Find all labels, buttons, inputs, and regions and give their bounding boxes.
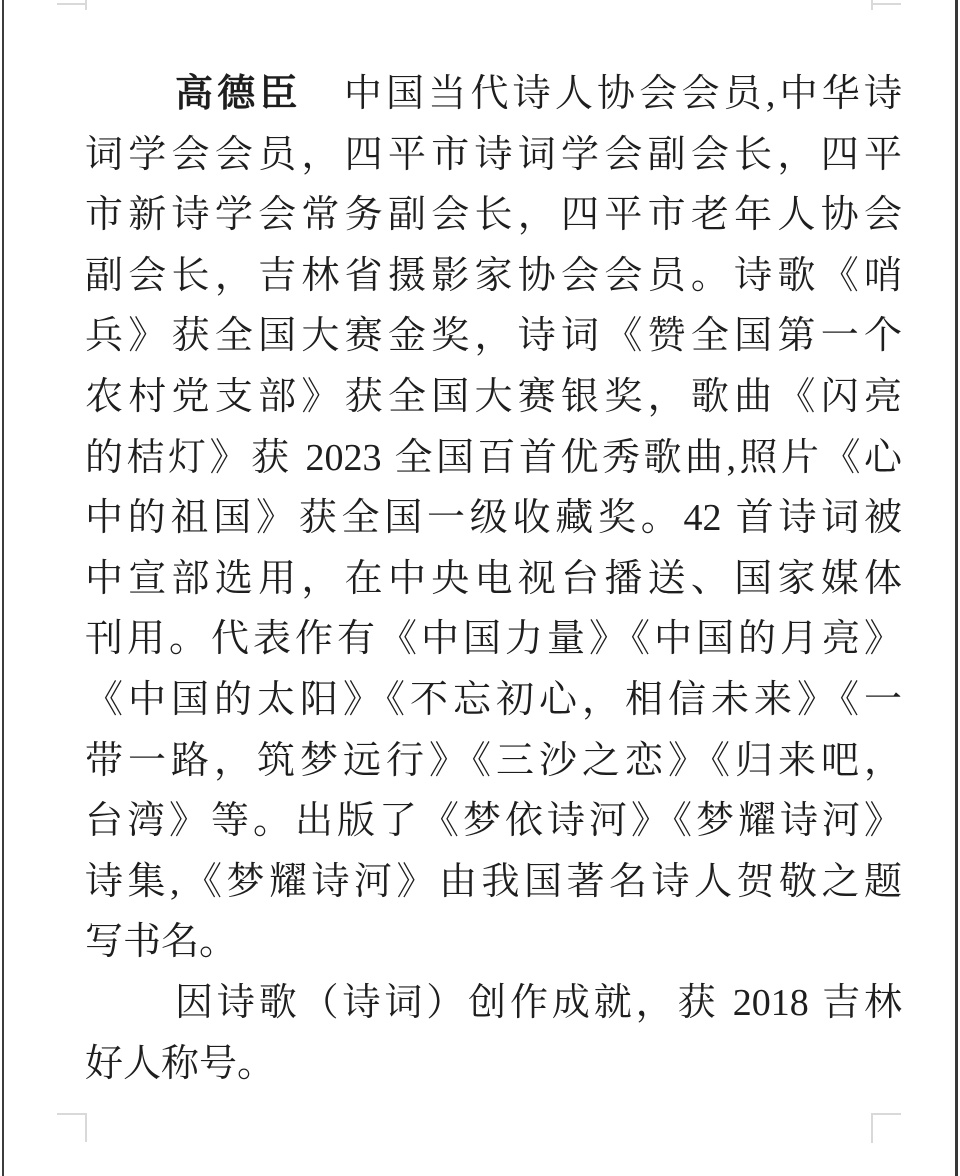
scan-edge-right (955, 0, 958, 1176)
crop-mark-bottom-right (871, 1113, 873, 1143)
text-line: 好人称号。 (85, 1042, 276, 1085)
text-line: 《中国的太阳》《不忘初心，相信未来》《一 (85, 678, 902, 721)
crop-mark-bottom-left (57, 1113, 87, 1115)
text-line: 因诗歌（诗词）创作成就，获 2018 吉林 (175, 981, 902, 1024)
text-line: 市新诗学会常务副会长，四平市老年人协会 (85, 194, 902, 237)
text-line: 诗集,《梦耀诗河》由我国著名诗人贺敬之题 (85, 860, 902, 903)
scan-edge-left (2, 0, 4, 1176)
crop-mark-top-left (85, 0, 87, 10)
text-line: 词学会会员，四平市诗词学会副会长，四平 (85, 133, 902, 176)
crop-mark-bottom-right (871, 1113, 901, 1115)
biography-text (85, 64, 902, 1094)
text-line: 兵》获全国大赛金奖，诗词《赞全国第一个 (85, 315, 902, 358)
crop-mark-top-right (871, 0, 873, 10)
author-name: 高德臣 (175, 73, 302, 115)
text-line: 中宣部选用，在中央电视台播送、国家媒体 (85, 557, 902, 600)
text-line: 带一路，筑梦远行》《三沙之恋》《归来吧， (85, 739, 902, 782)
text-line: 写书名。 (85, 921, 238, 964)
text-line: 副会长，吉林省摄影家协会会员。诗歌《哨 (85, 254, 902, 297)
text-line: 中的祖国》获全国一级收藏奖。42 首诗词被 (85, 497, 902, 540)
text-line-rest: 中国当代诗人协会会员,中华诗 (301, 73, 902, 115)
crop-mark-bottom-left (85, 1113, 87, 1142)
text-line: 台湾》等。出版了《梦依诗河》《梦耀诗河》 (85, 800, 902, 843)
crop-mark-top-left (57, 3, 87, 5)
text-line: 农村党支部》获全国大赛银奖，歌曲《闪亮 (85, 375, 902, 418)
text-line: 的桔灯》获 2023 全国百首优秀歌曲,照片《心 (85, 436, 902, 479)
crop-mark-top-right (871, 3, 901, 5)
text-line: 刊用。代表作有《中国力量》《中国的月亮》 (85, 618, 902, 661)
text-line (85, 64, 902, 125)
